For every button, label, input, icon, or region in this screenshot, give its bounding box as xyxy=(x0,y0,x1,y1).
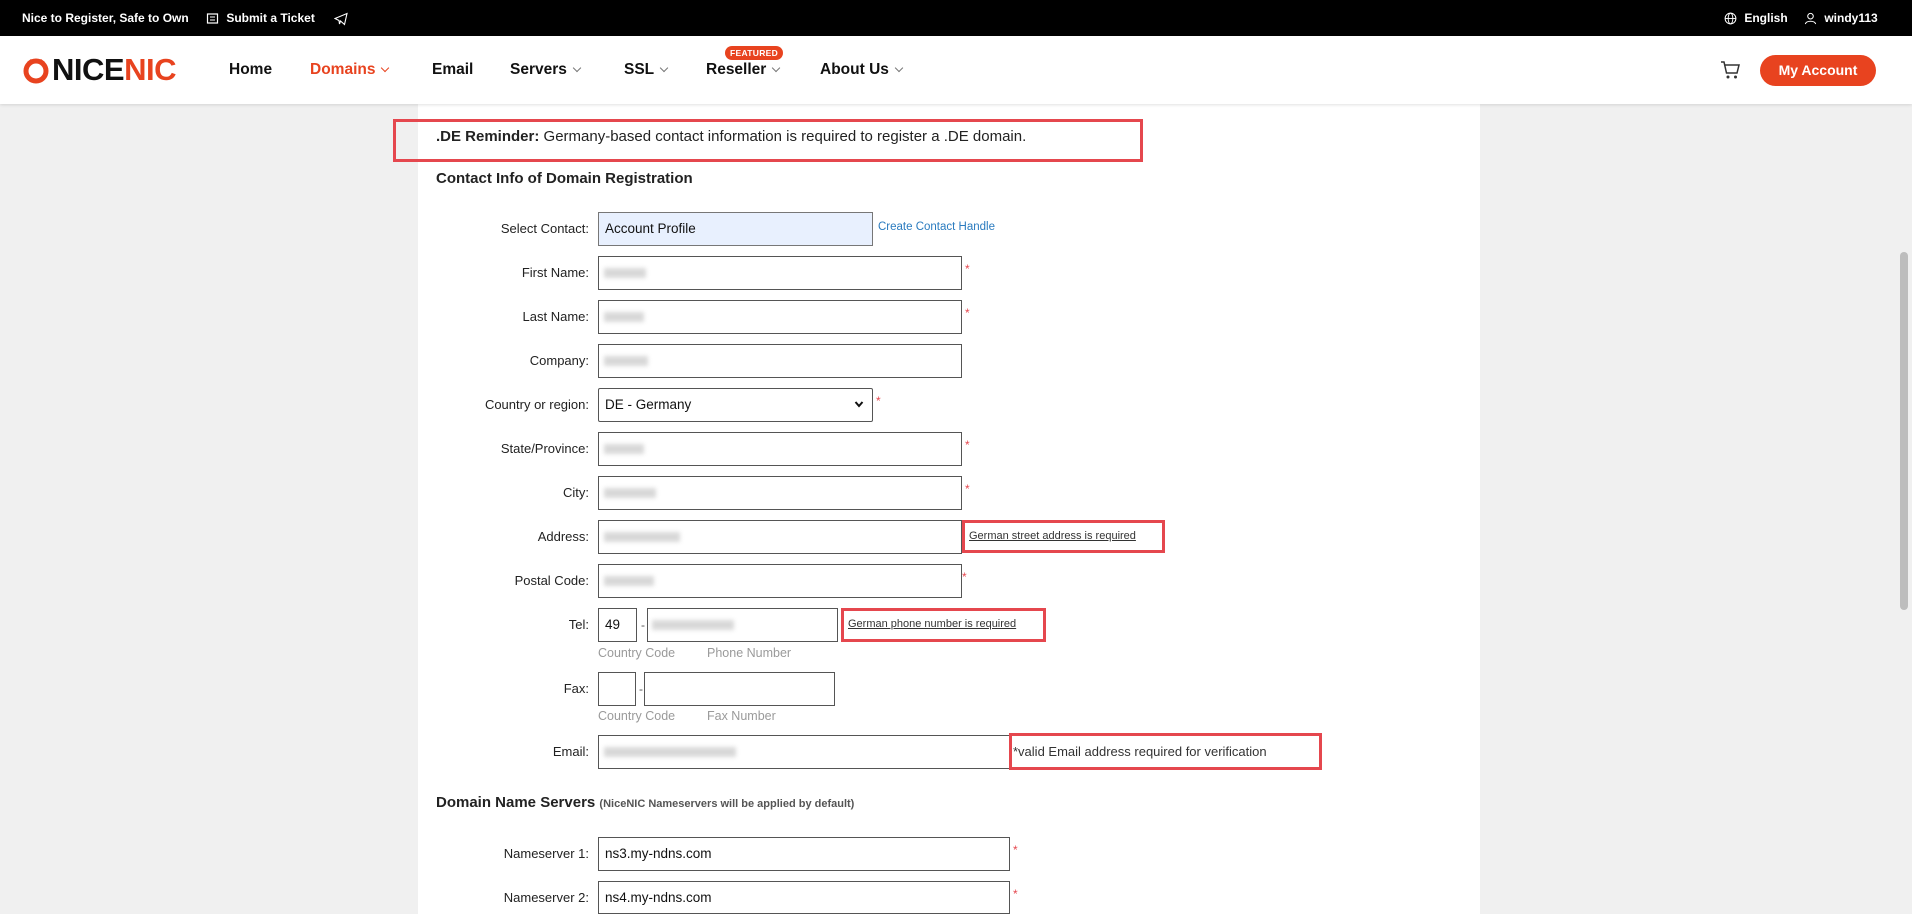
fax-number-input[interactable] xyxy=(644,672,835,706)
fax-number-hint: Fax Number xyxy=(707,709,776,723)
nav-about-us[interactable] xyxy=(820,36,902,104)
username: windy113 xyxy=(1824,11,1878,25)
chevron-down-icon xyxy=(381,64,389,72)
select-contact-label: Select Contact: xyxy=(500,221,589,236)
chevron-down-icon xyxy=(660,64,668,72)
nameserver-2-input[interactable]: ns4.my-ndns.com xyxy=(598,881,1010,914)
required-mark: * xyxy=(1013,887,1018,901)
address-label: Address: xyxy=(537,529,589,544)
contact-info-title: Contact Info of Domain Registration xyxy=(436,170,693,187)
top-bar xyxy=(0,0,1912,36)
country-select[interactable] xyxy=(598,388,873,422)
main-nav xyxy=(0,36,1912,104)
required-mark: * xyxy=(965,438,970,452)
fax-country-code-hint: Country Code xyxy=(598,709,676,723)
nav-ssl-label: SSL xyxy=(624,61,655,78)
nameservers-title-text: Domain Name Servers xyxy=(436,794,596,811)
globe-icon xyxy=(1724,12,1737,25)
last-name-input[interactable] xyxy=(598,300,962,334)
required-mark: * xyxy=(965,306,970,320)
fax-separator: - xyxy=(639,682,643,696)
ticket-icon xyxy=(206,12,219,25)
company-label: Company: xyxy=(529,353,589,368)
email-warning: *valid Email address required for verification xyxy=(1013,744,1267,759)
city-label: City: xyxy=(563,485,589,500)
nameservers-note: (NiceNIC Nameservers will be applied by default) xyxy=(599,798,855,810)
state-label: State/Province: xyxy=(500,441,589,456)
country-label: Country or region: xyxy=(484,397,589,412)
nameservers-title xyxy=(436,794,854,811)
user-menu[interactable] xyxy=(1804,0,1878,36)
submit-ticket-label: Submit a Ticket xyxy=(226,11,315,25)
last-name-label: Last Name: xyxy=(522,309,589,324)
phone-warning[interactable]: German phone number is required xyxy=(848,618,1017,630)
submit-ticket-link[interactable] xyxy=(206,0,315,36)
nav-domains-label: Domains xyxy=(310,61,376,78)
state-input[interactable] xyxy=(598,432,962,466)
nameserver-1-input[interactable]: ns3.my-ndns.com xyxy=(598,837,1010,871)
scrollbar-thumb[interactable] xyxy=(1900,252,1908,610)
nav-reseller-label: Reseller xyxy=(706,61,767,78)
redacted-value xyxy=(604,356,648,366)
tel-country-code-input[interactable]: 49 xyxy=(598,608,637,642)
redacted-value xyxy=(604,747,736,757)
tel-phone-number-hint: Phone Number xyxy=(707,646,792,660)
required-mark: * xyxy=(962,570,967,584)
my-account-button[interactable]: My Account xyxy=(1760,55,1876,86)
address-warning[interactable]: German street address is required xyxy=(969,530,1136,542)
redacted-value xyxy=(604,444,644,454)
telegram-icon[interactable] xyxy=(334,0,348,36)
company-input[interactable] xyxy=(598,344,962,378)
required-mark: * xyxy=(965,482,970,496)
create-contact-handle-link[interactable]: Create Contact Handle xyxy=(878,221,995,233)
nav-email[interactable]: Email xyxy=(432,61,474,78)
slogan: Nice to Register, Safe to Own xyxy=(22,11,189,25)
de-reminder xyxy=(436,128,1026,145)
first-name-input[interactable] xyxy=(598,256,962,290)
redacted-value xyxy=(604,312,644,322)
featured-badge: FEATURED xyxy=(725,46,783,60)
nav-servers[interactable] xyxy=(510,36,580,104)
redacted-value xyxy=(604,576,654,586)
language-label: English xyxy=(1744,11,1788,25)
required-mark: * xyxy=(1013,843,1018,857)
required-mark: * xyxy=(876,394,881,408)
country-value: DE - Germany xyxy=(605,397,692,412)
chevron-down-icon xyxy=(772,64,780,72)
chevron-down-icon xyxy=(573,64,581,72)
nav-servers-label: Servers xyxy=(510,61,567,78)
nav-about-label: About Us xyxy=(820,61,889,78)
nameserver-2-label: Nameserver 2: xyxy=(503,890,589,905)
tel-label: Tel: xyxy=(568,617,589,632)
redacted-value xyxy=(604,488,656,498)
reminder-text: Germany-based contact information is required to register a .DE domain. xyxy=(543,128,1027,145)
fax-country-code-input[interactable] xyxy=(598,672,636,706)
required-mark: * xyxy=(965,262,970,276)
language-selector[interactable] xyxy=(1724,0,1788,36)
email-label: Email: xyxy=(552,744,589,759)
cart-icon[interactable] xyxy=(1720,60,1742,85)
nav-reseller[interactable] xyxy=(706,36,779,104)
reminder-label: .DE Reminder: xyxy=(436,128,540,145)
chevron-down-icon xyxy=(895,64,903,72)
postal-code-label: Postal Code: xyxy=(514,573,589,588)
nav-domains[interactable] xyxy=(310,36,388,104)
fax-label: Fax: xyxy=(563,681,589,696)
nav-home[interactable]: Home xyxy=(229,61,273,78)
redacted-value xyxy=(652,620,734,630)
logo-mark-icon xyxy=(22,56,50,84)
redacted-value xyxy=(604,268,646,278)
logo-text-nic: NIC xyxy=(124,52,176,87)
logo-text-nice: NICE xyxy=(52,52,125,87)
tel-separator: - xyxy=(641,618,645,632)
select-contact-input[interactable]: Account Profile xyxy=(598,212,873,246)
nameserver-1-label: Nameserver 1: xyxy=(503,846,589,861)
user-icon xyxy=(1804,12,1817,25)
redacted-value xyxy=(604,532,680,542)
chevron-down-icon xyxy=(854,398,864,410)
first-name-label: First Name: xyxy=(521,265,589,280)
tel-country-code-hint: Country Code xyxy=(598,646,676,660)
nav-ssl[interactable] xyxy=(624,36,667,104)
